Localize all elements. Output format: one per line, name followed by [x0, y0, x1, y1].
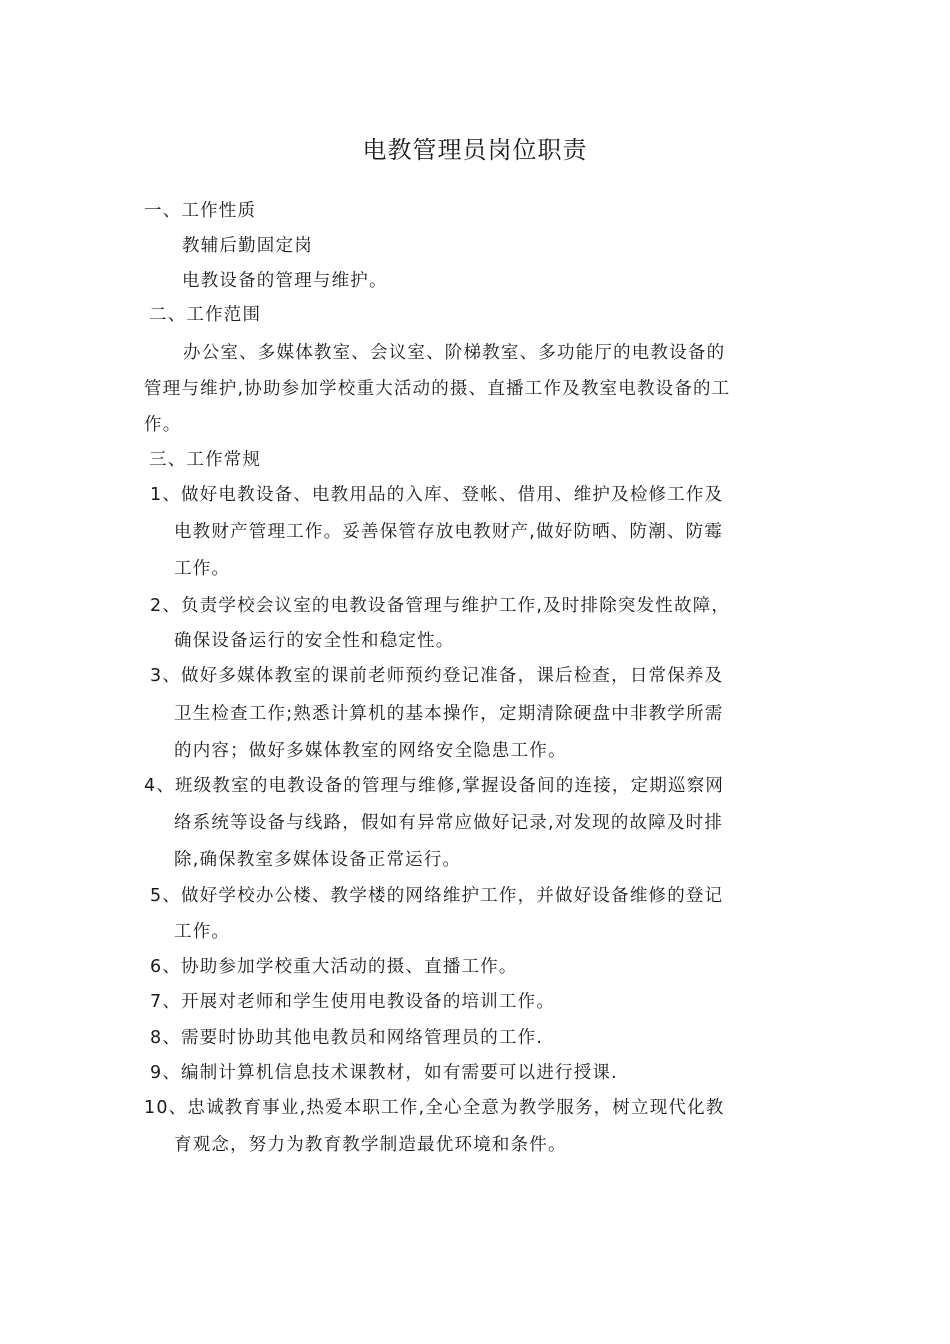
list-item-line: 络系统等设备与线路，假如有异常应做好记录,对发现的故障及时排 — [174, 813, 724, 833]
section-2-paragraph-line: 作。 — [144, 415, 182, 435]
list-item-line: 5、做好学校办公楼、教学楼的网络维护工作，并做好设备维修的登记 — [150, 886, 724, 906]
list-item-line: 的内容；做好多媒体教室的网络安全隐患工作。 — [174, 741, 567, 761]
list-item-line: 10、忠诚教育事业,热爱本职工作,全心全意为教学服务，树立现代化教 — [144, 1098, 725, 1118]
document-title: 电教管理员岗位职责 — [362, 136, 588, 164]
section-1-line-1: 教辅后勤固定岗 — [182, 236, 313, 256]
section-1-heading: 一、工作性质 — [144, 201, 257, 221]
list-item-line: 8、需要时协助其他电教员和网络管理员的工作. — [150, 1028, 544, 1048]
list-item-line: 2、负责学校会议室的电教设备管理与维护工作,及时排除突发性故障， — [150, 596, 731, 616]
section-2-paragraph-line: 管理与维护,协助参加学校重大活动的摄、直播工作及教室电教设备的工 — [144, 379, 731, 399]
section-1-line-2: 电教设备的管理与维护。 — [182, 271, 388, 291]
list-item-line: 7、开展对老师和学生使用电教设备的培训工作。 — [150, 992, 556, 1012]
list-item-line: 卫生检查工作;熟悉计算机的基本操作，定期清除硬盘中非教学所需 — [174, 704, 724, 724]
list-item-line: 除,确保教室多媒体设备正常运行。 — [174, 850, 462, 870]
list-item-line: 3、做好多媒体教室的课前老师预约登记准备，课后检查，日常保养及 — [150, 666, 724, 686]
list-item-line: 1、做好电教设备、电教用品的入库、登帐、借用、维护及检修工作及 — [150, 485, 724, 505]
list-item-line: 6、协助参加学校重大活动的摄、直播工作。 — [150, 957, 518, 977]
list-item-line: 9、编制计算机信息技术课教材，如有需要可以进行授课. — [150, 1063, 618, 1083]
list-item-line: 工作。 — [174, 559, 231, 579]
list-item-line: 育观念，努力为教育教学制造最优环境和条件。 — [174, 1135, 567, 1155]
section-3-heading: 三、工作常规 — [149, 450, 262, 470]
list-item-line: 确保设备运行的安全性和稳定性。 — [174, 631, 455, 651]
list-item-line: 4、班级教室的电教设备的管理与维修,掌握设备间的连接，定期巡察网 — [144, 776, 725, 796]
section-2-paragraph-line: 办公室、多媒体教室、会议室、阶梯教室、多功能厅的电教设备的 — [183, 343, 726, 363]
list-item-line: 工作。 — [174, 922, 231, 942]
list-item-line: 电教财产管理工作。妥善保管存放电教财产,做好防晒、防潮、防霉 — [174, 522, 724, 542]
section-2-heading: 二、工作范围 — [149, 305, 262, 325]
